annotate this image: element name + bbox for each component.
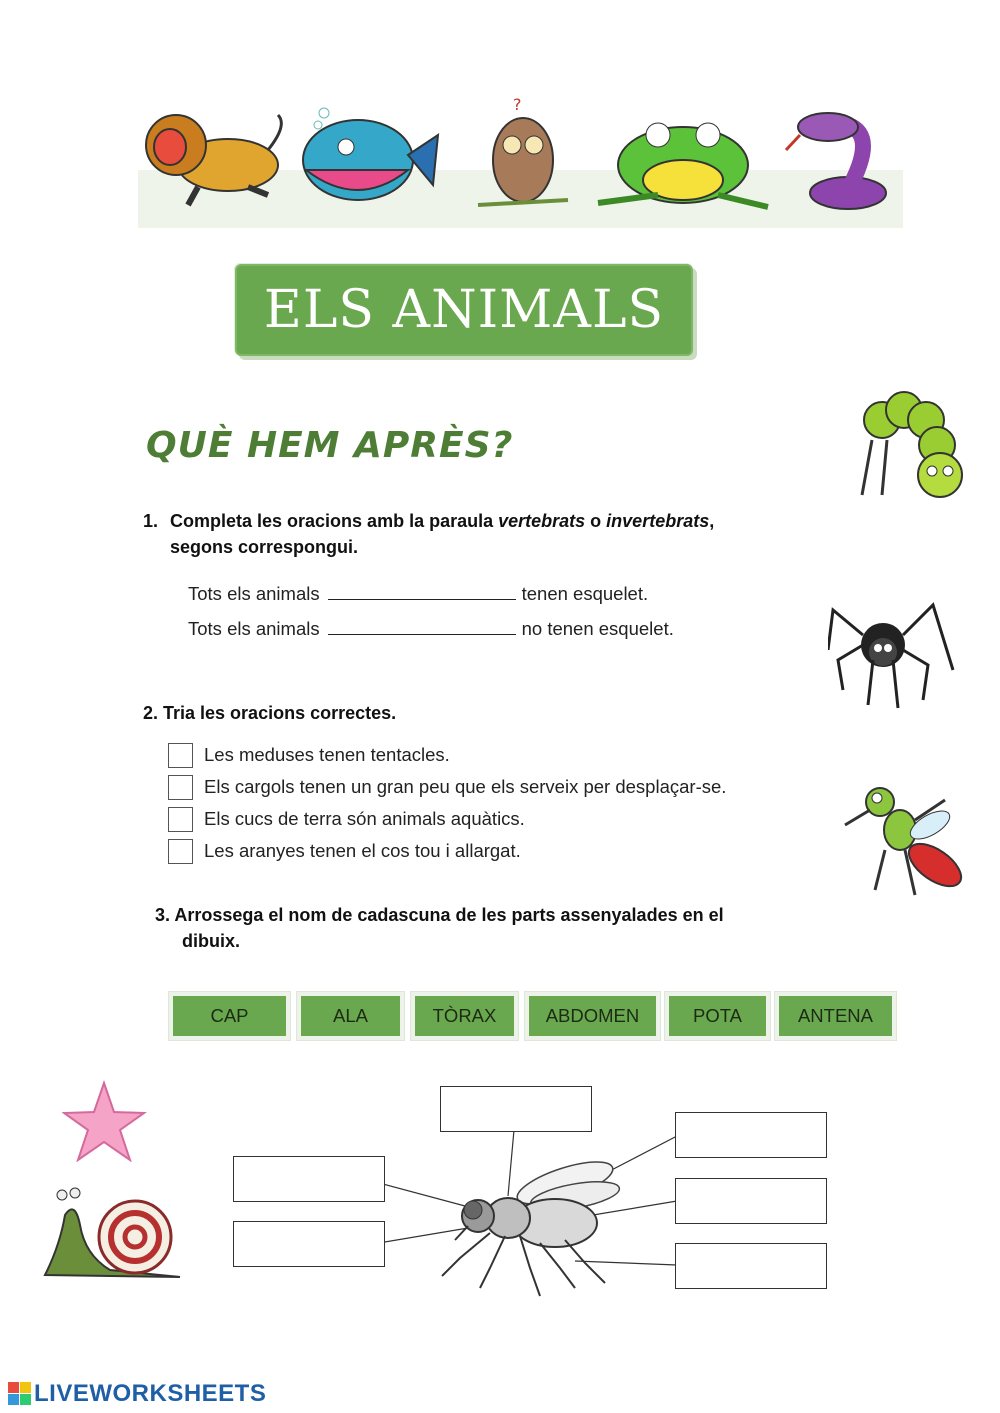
answer-box-left-1[interactable] (233, 1156, 385, 1202)
question-3-title: 3. Arrossega el nom de cadascuna de les parts assenyalades en el dibuix. (155, 905, 724, 951)
blank-input-1[interactable] (328, 582, 516, 600)
answer-box-top[interactable] (440, 1086, 592, 1132)
answer-box-right-3[interactable] (675, 1243, 827, 1289)
drag-word-pota[interactable]: POTA (665, 992, 770, 1040)
fly-diagram (380, 1128, 680, 1303)
option-checkbox-4[interactable] (168, 839, 193, 864)
fish-icon (303, 108, 438, 200)
drag-word-abdomen[interactable]: ABDOMEN (525, 992, 660, 1040)
option-checkbox-3[interactable] (168, 807, 193, 832)
page-title: ELS ANIMALS (263, 280, 665, 340)
question-1-title: 1. Completa les oracions amb la paraula vertebrats o invertebrats, segons correspongui. (143, 511, 715, 557)
starfish-icon (62, 1080, 147, 1162)
answer-box-right-2[interactable] (675, 1178, 827, 1224)
blank-input-2[interactable] (328, 617, 516, 635)
brand-name: LIVEWORKSHEETS (34, 1380, 267, 1407)
mosquito-icon (835, 780, 975, 905)
question-2-title: 2. Tria les oracions correctes. (143, 703, 397, 723)
option-row-4: Les aranyes tenen el cos tou i allargat. (168, 838, 521, 864)
owl-icon (478, 95, 568, 205)
answer-box-left-2[interactable] (233, 1221, 385, 1267)
option-row-1: Les meduses tenen tentacles. (168, 742, 450, 768)
frog-icon (598, 123, 768, 207)
drag-word-ala[interactable]: ALA (297, 992, 404, 1040)
drag-word-cap[interactable]: CAP (169, 992, 290, 1040)
section-subtitle: QUÈ HEM APRÈS? (146, 425, 514, 466)
option-row-2: Els cargols tenen un gran peu que els serveix per desplaçar-se. (168, 774, 726, 800)
option-checkbox-1[interactable] (168, 743, 193, 768)
sentence-1: Tots els animals tenen esquelet. (188, 583, 649, 604)
drag-word-antena[interactable]: ANTENA (775, 992, 896, 1040)
snail-icon (40, 1185, 185, 1285)
lion-icon (146, 115, 281, 205)
logo-grid-icon (8, 1382, 32, 1406)
page-title-box (235, 264, 693, 356)
animals-banner (128, 95, 903, 230)
option-checkbox-2[interactable] (168, 775, 193, 800)
svg-text:?: ? (513, 95, 522, 114)
spider-icon (828, 590, 958, 710)
caterpillar-icon (852, 385, 972, 525)
drag-word-torax[interactable]: TÒRAX (411, 992, 518, 1040)
answer-box-right-1[interactable] (675, 1112, 827, 1158)
sentence-2: Tots els animals no tenen esquelet. (188, 618, 674, 639)
liveworksheets-logo (8, 1380, 266, 1408)
option-row-3: Els cucs de terra són animals aquàtics. (168, 806, 525, 832)
snake-icon (786, 113, 886, 209)
